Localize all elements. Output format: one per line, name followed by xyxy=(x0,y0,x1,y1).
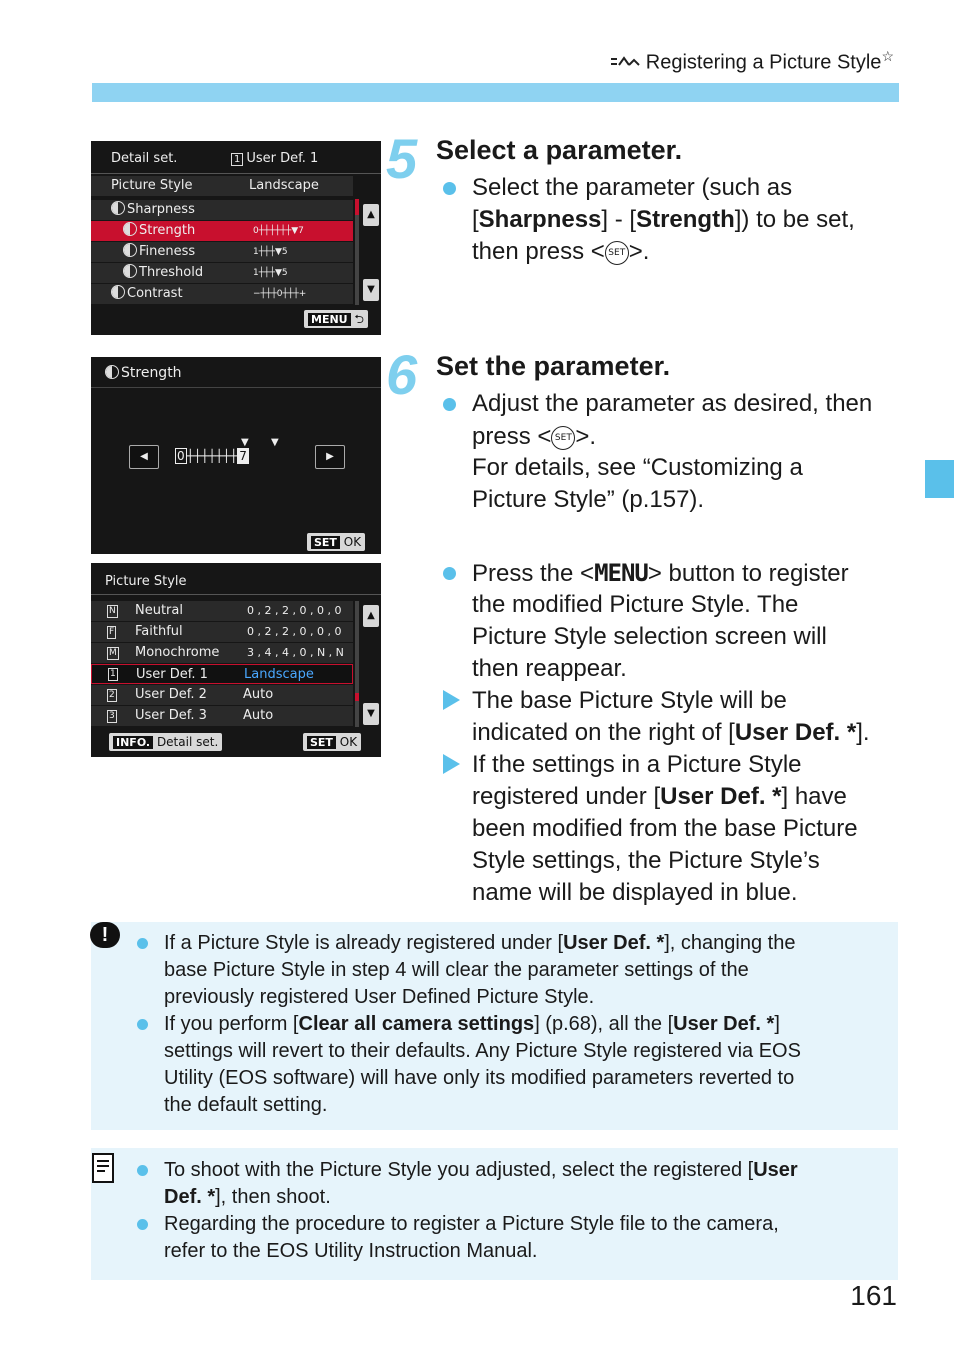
style-name: Neutral xyxy=(135,603,183,618)
style-name: User Def. 1 xyxy=(136,667,208,682)
result-arrow xyxy=(443,690,460,710)
running-header xyxy=(610,48,894,75)
set-button-icon: SET xyxy=(605,241,629,265)
result1-line2: indicated on the right of [User Def. *]. xyxy=(472,719,870,746)
param-row-strength[interactable] xyxy=(91,221,353,241)
style-row-user-def-3[interactable] xyxy=(91,706,353,726)
bullet-dot xyxy=(137,938,148,949)
info-detail-button[interactable]: INFO. Detail set. xyxy=(109,733,222,751)
decrease-button[interactable]: ◀ xyxy=(129,445,159,469)
scroll-up-button[interactable]: ▲ xyxy=(363,605,379,627)
screen2-title: Strength xyxy=(105,365,182,381)
step6-line2: press < SET >. xyxy=(472,423,597,450)
divider xyxy=(91,173,381,174)
step5-line2: [Sharpness] - [Strength]) to be set, xyxy=(472,206,855,233)
caution-b1-line2: base Picture Style in step 4 will clear the parameter settings of the xyxy=(164,959,749,981)
result2-line5: name will be displayed in blue. xyxy=(472,879,798,906)
style-badge: 1 xyxy=(110,669,116,679)
bullet-dot xyxy=(137,1019,148,1030)
caution-b2-line2: settings will revert to their defaults. Any Picture Style registered via EOS xyxy=(164,1040,801,1062)
style-value: 3 , 4 , 4 , 0 , N , N xyxy=(247,646,344,659)
scrollbar[interactable] xyxy=(355,199,359,305)
section-title: Registering a Picture Style xyxy=(645,51,882,74)
page-number: 161 xyxy=(850,1280,897,1311)
screen1-title: Detail set. xyxy=(111,151,178,166)
scrollbar[interactable] xyxy=(355,601,359,727)
param-row-contrast[interactable] xyxy=(91,284,353,304)
param-row-sharpness[interactable] xyxy=(91,200,353,220)
picture-style-value: Landscape xyxy=(249,178,319,193)
picture-style-label: Picture Style xyxy=(111,178,193,193)
scale-max: 7 xyxy=(239,449,247,463)
sharpness-icon xyxy=(111,201,125,215)
menu-line3: Picture Style selection screen will xyxy=(472,623,827,650)
step5-line1: Select the parameter (such as xyxy=(472,174,793,201)
caution-b1-line1: If a Picture Style is already registered under [User Def. *], changing the xyxy=(164,932,796,954)
caution-icon: ! xyxy=(90,922,120,948)
camera-screen-picture-style xyxy=(91,563,381,757)
caution-b2-line1: If you perform [Clear all camera settings] (p.68), all the [User Def. *] xyxy=(164,1013,780,1035)
param-label: Fineness xyxy=(123,242,195,262)
style-name: Monochrome xyxy=(135,645,220,660)
strength-icon xyxy=(105,365,119,379)
strength-slider[interactable]: 0 ┼┼┼┼┼┼┼ 7 xyxy=(177,449,247,463)
camera-screen-detail-set xyxy=(91,141,381,335)
step5-line3: then press < SET >. xyxy=(472,238,650,265)
threshold-scale: 1┼┼┼▼5 xyxy=(253,268,288,278)
style-row-faithful[interactable] xyxy=(91,622,353,642)
style-name: User Def. 3 xyxy=(135,708,207,723)
user-def-label: User Def. 1 xyxy=(246,151,319,166)
result-arrow xyxy=(443,754,460,774)
param-label: Contrast xyxy=(111,284,183,304)
memo-icon xyxy=(91,1152,117,1189)
style-value: Auto xyxy=(243,708,274,723)
caution-b2-line3: Utility (EOS software) will have only its modified parameters reverted to xyxy=(164,1067,795,1089)
memo-b1-line2: Def. *], then shoot. xyxy=(164,1186,331,1208)
strength-scale: 0┼┼┼┼┼┼▼7 xyxy=(253,226,304,236)
param-label: Threshold xyxy=(123,263,203,283)
step6-line3: For details, see “Customizing a xyxy=(472,454,803,481)
menu-button-icon: MENU xyxy=(594,559,648,587)
star-mark: ☆ xyxy=(881,48,894,64)
scroll-down-button[interactable]: ▼ xyxy=(363,279,379,301)
style-row-user-def-2[interactable] xyxy=(91,685,353,705)
result2-line3: been modified from the base Picture xyxy=(472,815,858,842)
style-badge: 2 xyxy=(109,690,115,700)
style-name: User Def. 2 xyxy=(135,687,207,702)
style-row-neutral[interactable] xyxy=(91,601,353,621)
menu-line2: the modified Picture Style. The xyxy=(472,591,799,618)
set-ok-button[interactable]: SET OK xyxy=(307,533,365,551)
style-value: Landscape xyxy=(244,667,314,682)
style-name: Faithful xyxy=(135,624,183,639)
style-badge: N xyxy=(109,606,116,616)
increase-button[interactable]: ▶ xyxy=(315,445,345,469)
threshold-icon xyxy=(123,264,137,278)
style-row-user-def-1[interactable] xyxy=(91,664,353,684)
divider xyxy=(91,594,381,595)
bullet-dot xyxy=(137,1219,148,1230)
bullet-dot xyxy=(443,182,456,195)
contrast-scale: −┼┼┼0┼┼┼+ xyxy=(253,289,307,299)
memo-b2-line2: refer to the EOS Utility Instruction Manual. xyxy=(164,1240,538,1262)
param-row-threshold[interactable] xyxy=(91,263,353,283)
step6-title: Set the parameter. xyxy=(436,351,671,381)
param-label: Sharpness xyxy=(111,200,195,220)
screen3-title: Picture Style xyxy=(105,574,187,589)
header-bar xyxy=(92,83,899,102)
memo-b1-line1: To shoot with the Picture Style you adjusted, select the registered [User xyxy=(164,1159,798,1181)
camera-screen-strength xyxy=(91,357,381,554)
memo-b2-line1: Regarding the procedure to register a Picture Style file to the camera, xyxy=(164,1213,779,1235)
screen1-userdef xyxy=(231,151,318,166)
caution-b1-line3: previously registered User Defined Picture Style. xyxy=(164,986,595,1008)
set-ok-button[interactable]: SET OK xyxy=(303,733,361,751)
contrast-icon xyxy=(111,285,125,299)
style-badge: 3 xyxy=(109,711,115,721)
menu-line1: Press the <MENU> button to register xyxy=(472,559,849,587)
divider xyxy=(91,387,381,388)
style-badge: M xyxy=(109,648,117,658)
strength-icon xyxy=(123,222,137,236)
bullet-dot xyxy=(443,398,456,411)
bullet-dot xyxy=(443,567,456,580)
scale-min: 0 xyxy=(177,449,185,463)
fineness-icon xyxy=(123,243,137,257)
style-badge: F xyxy=(109,627,115,637)
style-value: 0 , 2 , 2 , 0 , 0 , 0 xyxy=(247,604,342,617)
step-number-5: 5 xyxy=(386,127,418,190)
result1-line1: The base Picture Style will be xyxy=(472,687,787,714)
menu-back-button[interactable]: MENU ⮌ xyxy=(304,310,368,328)
bullet-dot xyxy=(137,1165,148,1176)
slider-markers: ▼ ▼ xyxy=(241,437,279,448)
param-label: Strength xyxy=(123,221,195,241)
user-def-badge: 1 xyxy=(231,153,243,166)
menu-line4: then reappear. xyxy=(472,655,627,682)
step5-title: Select a parameter. xyxy=(436,135,683,165)
result2-line1: If the settings in a Picture Style xyxy=(472,751,802,778)
scroll-up-button[interactable]: ▲ xyxy=(363,204,379,226)
fineness-scale: 1┼┼┼▼5 xyxy=(253,247,288,257)
result2-line4: Style settings, the Picture Style’s xyxy=(472,847,820,874)
caution-b2-line4: the default setting. xyxy=(164,1094,328,1116)
step-number-6: 6 xyxy=(386,343,418,406)
set-button-icon: SET xyxy=(551,426,575,450)
param-row-fineness[interactable] xyxy=(91,242,353,262)
picture-style-row[interactable] xyxy=(91,176,353,196)
style-value: 0 , 2 , 2 , 0 , 0 , 0 xyxy=(247,625,342,638)
style-row-monochrome[interactable] xyxy=(91,643,353,663)
scroll-down-button[interactable]: ▼ xyxy=(363,703,379,725)
step6-line4: Picture Style” (p.157). xyxy=(472,486,705,513)
step6-line1: Adjust the parameter as desired, then xyxy=(472,390,873,417)
style-value: Auto xyxy=(243,687,274,702)
chapter-tab xyxy=(925,460,954,498)
picture-style-icon xyxy=(610,52,640,75)
result2-line2: registered under [User Def. *] have xyxy=(472,783,847,810)
